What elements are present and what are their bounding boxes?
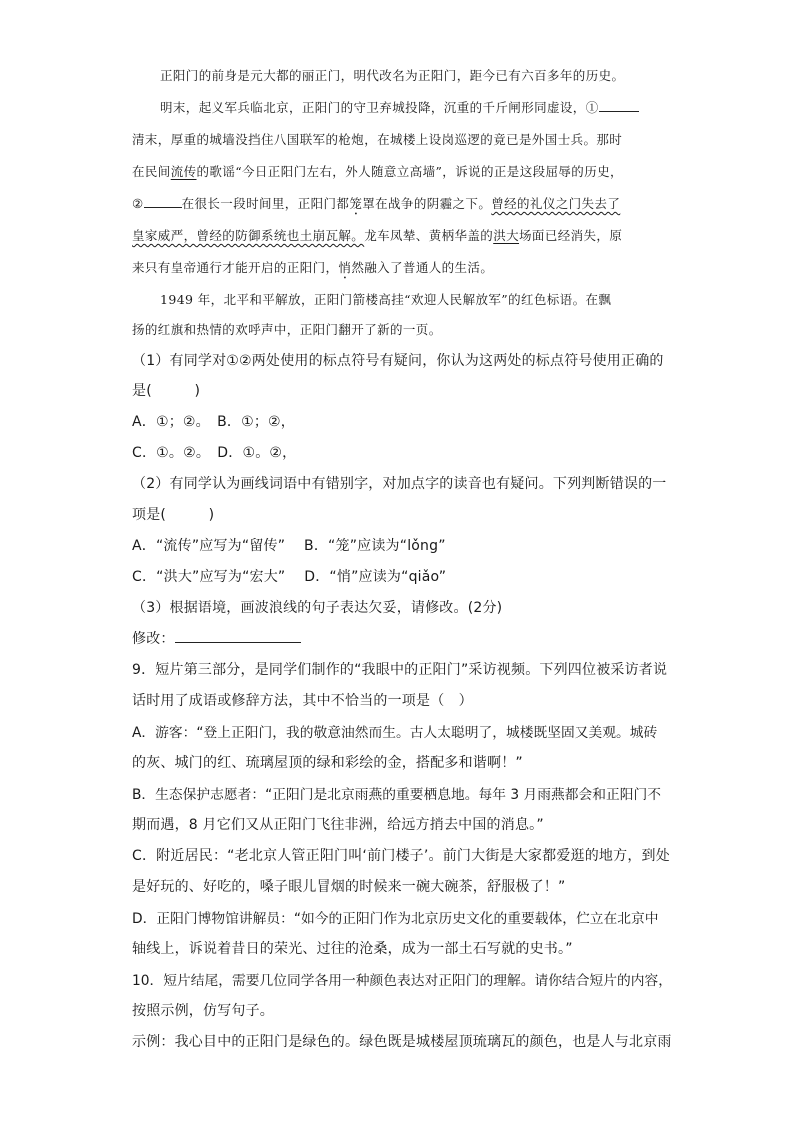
passage-text: 1949 年，北平和平解放，正阳门箭楼高挂“欢迎人民解放军”的红色标语。在飘: [160, 292, 612, 307]
q1-stem-line-2: [132, 380, 200, 400]
q10-stem-line-1: [132, 969, 672, 989]
q9-stem-line-2: [132, 690, 473, 710]
passage-text: 龙车凤辇、黄柄华盖的: [364, 228, 494, 243]
q9-option-c-line-2: [132, 876, 565, 896]
underlined-word-liuchuan: 流传: [170, 164, 197, 179]
dotted-char-qiao: 悄: [338, 260, 352, 275]
q2-options-cd: [132, 566, 446, 586]
passage-paragraph-2-line-3: [132, 162, 623, 180]
q9-stem: 9．短片第三部分，是同学们制作的“我眼中的正阳门”采访视频。下列四位被采访者说: [132, 662, 668, 678]
q1-stem: （1）有同学对①②两处使用的标点符号有疑问，你认为这两处的标点符号使用正确的: [132, 353, 664, 369]
q9-stem-line-1: [132, 659, 667, 679]
q2-answer-bracket: 项是( ): [132, 507, 215, 523]
dotted-char-long: 笼: [349, 196, 363, 211]
q9-option-a: A．游客：“登上正阳门，我的敬意油然而生。古人太聪明了，城楼既坚固又美观。城砖: [132, 725, 658, 741]
passage-paragraph-2-line-6: [132, 258, 493, 282]
q10-example: 示例：我心目中的正阳门是绿色的。绿色既是城楼屋顶琉璃瓦的颜色，也是人与北京雨: [132, 1034, 672, 1050]
q9-option-a-line-1: [132, 721, 657, 741]
q9-option-a-line-2: [132, 752, 523, 772]
q3-answer-label: 修改：: [132, 631, 175, 647]
passage-paragraph-1: [160, 66, 624, 84]
passage-text: 在很长一段时间里，正阳门都: [181, 196, 350, 211]
punctuation-blank-2: [144, 195, 182, 208]
blank-marker-2: ②: [132, 196, 144, 211]
q2-option-text: A．“流传”应写为“留传” B．“笼”应读为“lǒng”: [132, 538, 446, 554]
q9-option-d: 轴线上，诉说着昔日的荣光、过往的沧桑，成为一部土石写就的史书。”: [132, 941, 573, 957]
q1-options-cd: [132, 442, 296, 462]
passage-text: 扬的红旗和热情的欢呼声中，正阳门翻开了新的一页。: [132, 322, 442, 337]
passage-text: 清末，厚重的城墙没挡住八国联军的枪炮，在城楼上设岗巡逻的竟已是外国士兵。那时: [132, 132, 623, 147]
q3-answer-blank[interactable]: [175, 628, 301, 643]
q1-stem-line-1: [132, 350, 664, 370]
passage-paragraph-3-line-2: [132, 320, 442, 338]
passage-text: 的歌谣“今日正阳门左右，外人随意立高墙”，诉说的正是这段屈辱的历史，: [196, 164, 623, 179]
passage-text: 正阳门的前身是元大都的丽正门，明代改名为正阳门，距今已有六百多年的历史。: [160, 68, 625, 83]
blank-marker-1: ①: [585, 100, 599, 115]
q9-option-b: 期而遇，8 月它们又从正阳门飞往非洲，给远方捎去中国的消息。”: [132, 817, 544, 833]
q1-option-text: C．①。②。 D．①。②，: [132, 445, 297, 461]
punctuation-blank-1: [599, 99, 639, 112]
passage-paragraph-2-line-2: [132, 130, 622, 148]
q9-stem: 话时用了成语或修辞方法，其中不恰当的一项是（ ）: [132, 693, 473, 709]
passage-text: 然融入了普通人的生活。: [351, 260, 494, 275]
q3-stem: [132, 597, 502, 617]
passage-paragraph-2-line-4: [132, 194, 620, 218]
q1-options-ab: [132, 411, 295, 431]
passage-text: 在民间: [132, 164, 171, 179]
q9-option-b: B．生态保护志愿者：“正阳门是北京雨燕的重要栖息地。每年 3 月雨燕都会和正阳门不: [132, 787, 662, 803]
q3-stem-text: （3）根据语境，画波浪线的句子表达欠妥，请修改。(2分): [132, 600, 503, 616]
underlined-word-hongda: 洪大: [493, 228, 520, 243]
passage-text: 来只有皇帝通行才能开启的正阳门，: [132, 260, 339, 275]
passage-paragraph-2-line-1: [160, 98, 639, 116]
passage-text: 明末，起义军兵临北京，正阳门的守卫弃城投降，沉重的千斤闸形同虚设，: [160, 100, 586, 115]
q2-stem: （2）有同学认为画线词语中有错别字，对加点字的读音也有疑问。下列判断错误的一: [132, 476, 667, 492]
q3-answer-line: [132, 628, 301, 648]
q9-option-d: D．正阳门博物馆讲解员：“如今的正阳门作为北京历史文化的重要载体，伫立在北京中: [132, 911, 659, 927]
q10-stem-line-2: [132, 1000, 274, 1020]
q9-option-d-line-1: [132, 907, 658, 927]
q10-stem: 10．短片结尾，需要几位同学各用一种颜色表达对正阳门的理解。请你结合短片的内容，: [132, 973, 672, 989]
passage-paragraph-3-line-1: [160, 290, 611, 308]
q10-example-line: [132, 1031, 672, 1051]
wavy-sentence-part-1: 曾经的礼仪之门失去了: [491, 196, 621, 211]
q9-option-b-line-2: [132, 814, 544, 834]
q2-options-ab: [132, 535, 446, 555]
q9-option-a: 的灰、城门的红、琉璃屋顶的绿和彩绘的金，搭配多和谐啊！”: [132, 755, 523, 771]
q9-option-b-line-1: [132, 783, 661, 803]
passage-paragraph-2-line-5: [132, 226, 622, 244]
q10-stem: 按照示例，仿写句子。: [132, 1003, 274, 1019]
passage-text: 罩在战争的阴霾之下。: [362, 196, 492, 211]
q9-option-c: C．附近居民：“老北京人管正阳门叫‘前门楼子’。前门大街是大家都爱逛的地方，到处: [132, 848, 670, 864]
q2-option-text: C．“洪大”应写为“宏大” D．“悄”应读为“qiǎo”: [132, 569, 447, 585]
q9-option-c: 是好玩的、好吃的，嗓子眼儿冒烟的时候来一碗大碗茶，舒服极了！”: [132, 879, 566, 895]
q2-stem-line-1: [132, 473, 667, 493]
q2-stem-line-2: [132, 504, 214, 524]
q9-option-c-line-1: [132, 845, 670, 865]
q1-option-text: A．①；②。 B．①；②，: [132, 414, 295, 430]
q9-option-d-line-2: [132, 938, 573, 958]
passage-text: 场面已经消失，原: [519, 228, 623, 243]
wavy-sentence-part-2: 皇家威严，曾经的防御系统也土崩瓦解。: [132, 228, 365, 243]
q1-answer-bracket: 是( ): [132, 383, 201, 399]
